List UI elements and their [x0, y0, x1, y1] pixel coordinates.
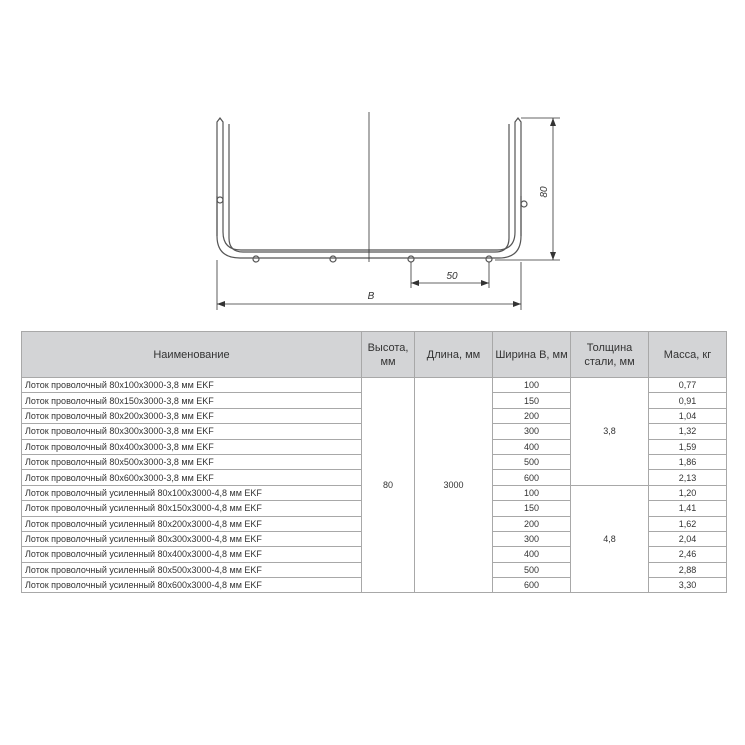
product-name-cell: Лоток проволочный усиленный 80х600х3000-4,8 мм EKF [22, 578, 362, 593]
product-name-cell: Лоток проволочный 80х300х3000-3,8 мм EKF [22, 424, 362, 439]
height-label: 80 [539, 186, 550, 198]
specification-table [21, 331, 727, 593]
wire-dot [253, 256, 259, 262]
header-thickness: Толщина стали, мм [571, 332, 649, 378]
width-cell: 400 [493, 547, 571, 562]
width-cell: 500 [493, 454, 571, 469]
width-cell: 600 [493, 578, 571, 593]
mass-cell: 2,13 [649, 470, 727, 485]
header-length: Длина, мм [415, 332, 493, 378]
width-cell: 100 [493, 378, 571, 393]
mass-cell: 3,30 [649, 578, 727, 593]
product-name-cell: Лоток проволочный усиленный 80х200х3000-4,8 мм EKF [22, 516, 362, 531]
width-cell: 100 [493, 485, 571, 500]
header-name: Наименование [22, 332, 362, 378]
product-name-cell: Лоток проволочный 80х100х3000-3,8 мм EKF [22, 378, 362, 393]
wire-dot [330, 256, 336, 262]
wire-dot [486, 256, 492, 262]
width-cell: 600 [493, 470, 571, 485]
wire-dot [408, 256, 414, 262]
mass-cell: 1,04 [649, 408, 727, 423]
product-name-cell: Лоток проволочный 80х600х3000-3,8 мм EKF [22, 470, 362, 485]
product-name-cell: Лоток проволочный усиленный 80х150х3000-4,8 мм EKF [22, 501, 362, 516]
height-cell: 80 [362, 378, 415, 593]
mass-cell: 0,77 [649, 378, 727, 393]
thickness-cell: 4,8 [571, 485, 649, 593]
width-cell: 400 [493, 439, 571, 454]
table-header-row [22, 332, 727, 378]
mass-cell: 2,46 [649, 547, 727, 562]
mass-cell: 1,62 [649, 516, 727, 531]
table-row [22, 378, 727, 393]
product-name-cell: Лоток проволочный усиленный 80х400х3000-4,8 мм EKF [22, 547, 362, 562]
width-cell: 150 [493, 393, 571, 408]
product-name-cell: Лоток проволочный 80х400х3000-3,8 мм EKF [22, 439, 362, 454]
product-name-cell: Лоток проволочный усиленный 80х300х3000-4,8 мм EKF [22, 531, 362, 546]
mass-cell: 2,04 [649, 531, 727, 546]
product-name-cell: Лоток проволочный усиленный 80х100х3000-4,8 мм EKF [22, 485, 362, 500]
product-name-cell: Лоток проволочный усиленный 80х500х3000-4,8 мм EKF [22, 562, 362, 577]
mass-cell: 1,41 [649, 501, 727, 516]
length-cell: 3000 [415, 378, 493, 593]
width-label: B [367, 291, 375, 302]
width-cell: 500 [493, 562, 571, 577]
mass-cell: 1,20 [649, 485, 727, 500]
product-name-cell: Лоток проволочный 80х500х3000-3,8 мм EKF [22, 454, 362, 469]
pitch-label: 50 [446, 271, 458, 282]
mass-cell: 2,88 [649, 562, 727, 577]
width-cell: 150 [493, 501, 571, 516]
width-cell: 300 [493, 424, 571, 439]
width-cell: 300 [493, 531, 571, 546]
header-height: Высота, мм [362, 332, 415, 378]
width-cell: 200 [493, 516, 571, 531]
header-mass: Масса, кг [649, 332, 727, 378]
mass-cell: 0,91 [649, 393, 727, 408]
mass-cell: 1,86 [649, 454, 727, 469]
mass-cell: 1,32 [649, 424, 727, 439]
product-name-cell: Лоток проволочный 80х200х3000-3,8 мм EKF [22, 408, 362, 423]
header-width: Ширина B, мм [493, 332, 571, 378]
cable-tray-cross-section-drawing [0, 0, 745, 330]
mass-cell: 1,59 [649, 439, 727, 454]
product-name-cell: Лоток проволочный 80х150х3000-3,8 мм EKF [22, 393, 362, 408]
thickness-cell: 3,8 [571, 378, 649, 486]
width-cell: 200 [493, 408, 571, 423]
